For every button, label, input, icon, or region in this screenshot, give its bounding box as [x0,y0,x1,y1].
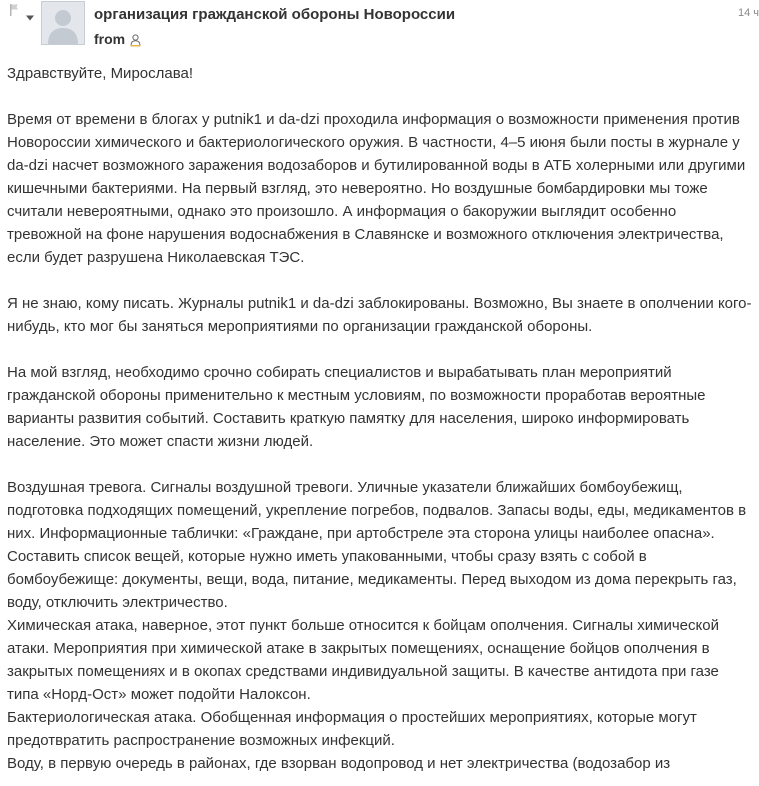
paragraph-5: Химическая атака, наверное, этот пункт больше относится к бойцам ополчения. Сигналы химической атаки. Мероприятия при химической атаке в закрытых помещениях, оснащение бойцов ополчения в закрытых помещениях и в окопах средствами индивидуальной защиты. В качестве антидота при газе типа «Норд-Ост» может подойти Налоксон. [7,617,719,703]
paragraph-4: Воздушная тревога. Сигналы воздушной тревоги. Уличные указатели ближайших бомбоубежищ, подготовка подходящих помещений, укрепление погребов, подвалов. Запасы воды, еды, медикаментов в них. Информационные таблички: «Граждане, при артобстреле эта сторона улицы наиболее опасна». Составить список вещей, которые нужно иметь упакованными, чтобы сразу взять с собой в бомбоубежище: документы, вещи, вода, питание, медикаменты. Перед выходом из дома перекрыть газ, воду, отключить электричество. [7,479,747,611]
flag-icon[interactable] [9,3,19,17]
user-icon[interactable] [130,34,141,47]
from-label: from [94,31,126,47]
greeting: Здравствуйте, Мирослава! [7,65,194,82]
paragraph-7: Воду, в первую очередь в районах, где взорван водопровод и нет электричества (водозабор из [7,755,671,772]
message-date: 14 ч [737,7,759,19]
sender-row [94,31,141,47]
avatar[interactable] [41,1,85,45]
paragraph-1: Время от времени в блогах у putnik1 и da-dzi проходила информация о возможности применения против Новороссии химического и бактериологического оружия. В частности, 4–5 июня были посты в журнале у da-dzi насчет возможного заражения водозаборов и бутилированной воды в АТБ холерными или другими кишечными бактериями. На первый взгляд, это невероятно. Но воздушные бомбардировки мы тоже считали невероятными, однако это произошло. А информация о бакоружии выглядит особенно тревожной на фоне нарушения водоснабжения в Славянске и возможного отключения электричества, если будет разрушена Николаевская ТЭС. [7,111,746,266]
paragraph-2: Я не знаю, кому писать. Журналы putnik1 и da-dzi заблокированы. Возможно, Вы знаете в ополчении кого-нибудь, кто мог бы заняться мероприятиями по организации гражданской обороны. [7,295,752,335]
message-body [7,62,752,775]
message-subject: организация гражданской обороны Новороссии [94,6,456,23]
chevron-down-icon[interactable] [25,9,35,17]
message-header [0,0,759,50]
paragraph-6: Бактериологическая атака. Обобщенная информация о простейших мероприятиях, которые могут предотвратить распространение возможных инфекций. [7,709,697,749]
paragraph-3: На мой взгляд, необходимо срочно собирать специалистов и вырабатывать план мероприятий гражданской обороны применительно к местным условиям, по возможности проработав вероятные варианты развития событий. Составить краткую памятку для населения, широко информировать население. Это может спасти жизни людей. [7,364,706,450]
